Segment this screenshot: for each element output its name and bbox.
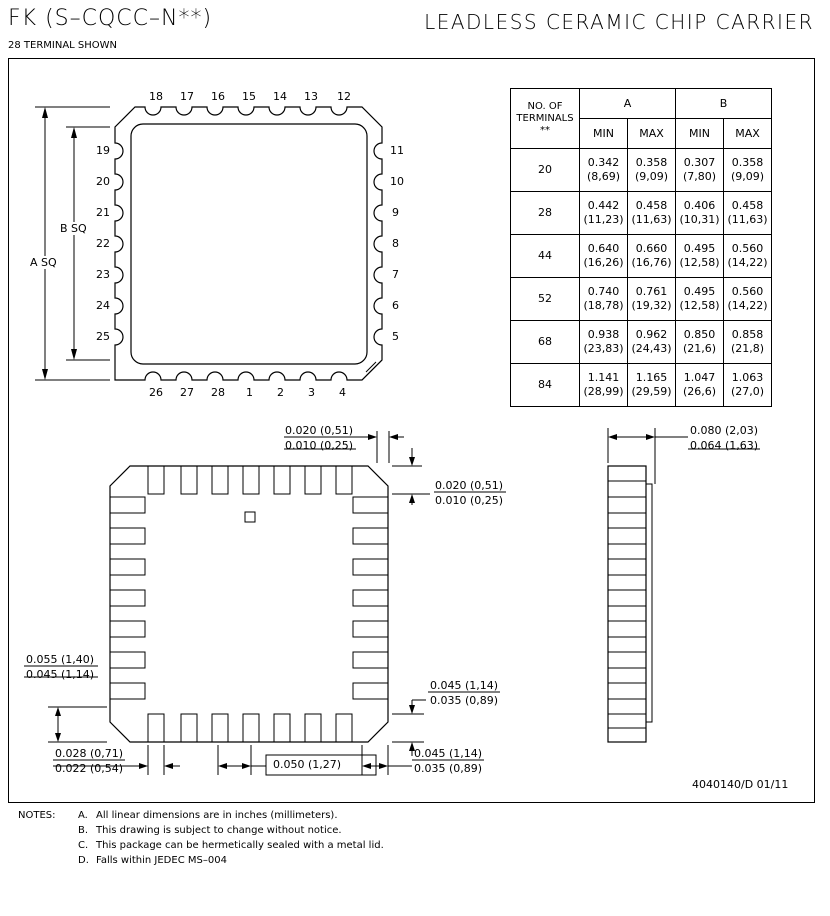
table-row: [511, 321, 772, 364]
pin-label: 6: [392, 299, 399, 312]
notes-label: NOTES:: [18, 810, 56, 821]
table-cell: 0.740 (18,78): [580, 278, 628, 321]
dimension-table: [510, 88, 772, 407]
btm-right-min: 0.035 (0,89): [414, 762, 483, 775]
note-item: D. Falls within JEDEC MS–004: [78, 855, 227, 866]
table-cell: 1.063 (27,0): [724, 364, 772, 407]
pin-label: 19: [96, 144, 110, 157]
table-cell: 0.761 (19,32): [628, 278, 676, 321]
table-cell: 28: [511, 192, 580, 235]
table-cell: 0.342 (8,69): [580, 149, 628, 192]
side-thk-min: 0.064 (1,63): [690, 439, 759, 452]
pin-label: 8: [392, 237, 399, 250]
table-cell: 0.560 (14,22): [724, 278, 772, 321]
pin-label: 24: [96, 299, 110, 312]
pin-label: 21: [96, 206, 110, 219]
pin-label: 10: [390, 175, 404, 188]
drawing-code: 4040140/D 01/11: [692, 778, 789, 791]
pad-len-min: 0.010 (0,25): [435, 494, 504, 507]
header-max: MAX: [724, 119, 772, 149]
pin-label: 12: [337, 90, 351, 103]
left-dim-min: 0.045 (1,14): [26, 668, 95, 681]
table-cell: 0.560 (14,22): [724, 235, 772, 278]
pin-label: 2: [277, 386, 284, 399]
table-cell: 0.962 (24,43): [628, 321, 676, 364]
pin-label: 1: [246, 386, 253, 399]
right-dim-min: 0.035 (0,89): [430, 694, 499, 707]
header-a: A: [580, 89, 676, 119]
btm-left-min: 0.022 (0,54): [55, 762, 124, 775]
pin-label: 22: [96, 237, 110, 250]
right-dim-max: 0.045 (1,14): [430, 679, 499, 692]
dim-a-label: A SQ: [30, 256, 57, 269]
note-item: B. This drawing is subject to change without notice.: [78, 825, 342, 836]
table-cell: 0.660 (16,76): [628, 235, 676, 278]
dim-b-label: B SQ: [60, 222, 87, 235]
pin-label: 14: [273, 90, 287, 103]
table-cell: 0.358 (9,09): [724, 149, 772, 192]
pin-label: 18: [149, 90, 163, 103]
table-cell: 68: [511, 321, 580, 364]
pad-width-min: 0.010 (0,25): [285, 439, 354, 452]
note-item: C. This package can be hermetically sealed with a metal lid.: [78, 840, 384, 851]
pin-label: 4: [339, 386, 346, 399]
table-row: [511, 192, 772, 235]
table-cell: 52: [511, 278, 580, 321]
table-row: [511, 149, 772, 192]
btm-left-max: 0.028 (0,71): [55, 747, 124, 760]
table-cell: 84: [511, 364, 580, 407]
subtitle: 28 TERMINAL SHOWN: [8, 40, 118, 51]
table-cell: 0.358 (9,09): [628, 149, 676, 192]
pin-label: 5: [392, 330, 399, 343]
table-cell: 0.442 (11,23): [580, 192, 628, 235]
pin-label: 13: [304, 90, 318, 103]
pitch-label: 0.050 (1,27): [273, 758, 342, 771]
table-cell: 0.495 (12,58): [676, 235, 724, 278]
pad-len-max: 0.020 (0,51): [435, 479, 504, 492]
pin-label: 9: [392, 206, 399, 219]
table-cell: 0.458 (11,63): [628, 192, 676, 235]
table-cell: 0.495 (12,58): [676, 278, 724, 321]
pin-label: 7: [392, 268, 399, 281]
table-row: [511, 278, 772, 321]
table-cell: 0.307 (7,80): [676, 149, 724, 192]
header-b: B: [676, 89, 772, 119]
pin-label: 23: [96, 268, 110, 281]
table-cell: 0.858 (21,8): [724, 321, 772, 364]
table-cell: 20: [511, 149, 580, 192]
pin-label: 16: [211, 90, 225, 103]
pin-label: 26: [149, 386, 163, 399]
pin-label: 28: [211, 386, 225, 399]
left-dim-max: 0.055 (1,40): [26, 653, 95, 666]
table-cell: 0.850 (21,6): [676, 321, 724, 364]
package-name: LEADLESS CERAMIC CHIP CARRIER: [424, 10, 814, 34]
side-thk-max: 0.080 (2,03): [690, 424, 759, 437]
table-cell: 0.938 (23,83): [580, 321, 628, 364]
pin-label: 17: [180, 90, 194, 103]
table-cell: 0.640 (16,26): [580, 235, 628, 278]
table-cell: 44: [511, 235, 580, 278]
pin-label: 27: [180, 386, 194, 399]
table-cell: 1.165 (29,59): [628, 364, 676, 407]
pin-label: 25: [96, 330, 110, 343]
table-cell: 0.458 (11,63): [724, 192, 772, 235]
header-min: MIN: [580, 119, 628, 149]
table-cell: 1.141 (28,99): [580, 364, 628, 407]
table-row: [511, 235, 772, 278]
table-cell: 0.406 (10,31): [676, 192, 724, 235]
note-item: A. All linear dimensions are in inches (millimeters).: [78, 810, 338, 821]
header-max: MAX: [628, 119, 676, 149]
table-row: [511, 364, 772, 407]
header-terminals: NO. OF TERMINALS **: [511, 89, 580, 149]
btm-right-max: 0.045 (1,14): [414, 747, 483, 760]
pin-label: 3: [308, 386, 315, 399]
header-min: MIN: [676, 119, 724, 149]
pin-label: 20: [96, 175, 110, 188]
pin-label: 15: [242, 90, 256, 103]
package-code: FK (S–CQCC–N**): [8, 6, 213, 31]
table-cell: 1.047 (26,6): [676, 364, 724, 407]
pad-width-max: 0.020 (0,51): [285, 424, 354, 437]
pin-label: 11: [390, 144, 404, 157]
